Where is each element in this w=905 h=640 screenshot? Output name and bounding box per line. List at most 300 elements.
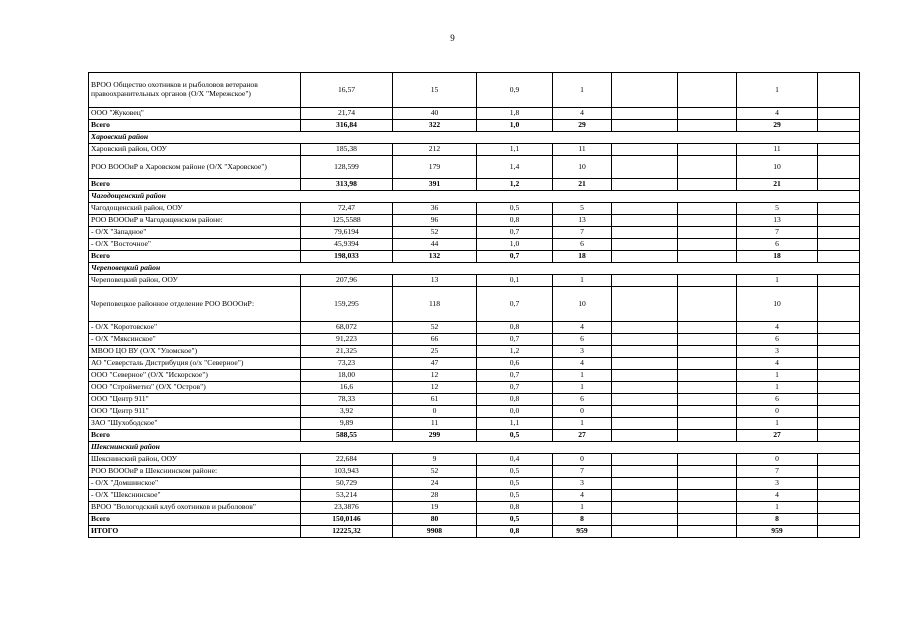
organization-name-cell: ООО "Центр 911"	[89, 394, 301, 406]
value-cell-col3: 0,7	[477, 382, 553, 394]
value-cell-col5	[612, 251, 678, 263]
value-cell-col3: 1,2	[477, 346, 553, 358]
value-cell-col2: 66	[393, 334, 477, 346]
value-cell-col5	[612, 179, 678, 191]
value-cell-col2: 11	[393, 418, 477, 430]
value-cell-col7: 10	[737, 287, 818, 322]
value-cell-col3: 1,0	[477, 239, 553, 251]
value-cell-col5	[612, 490, 678, 502]
value-cell-col6	[678, 215, 737, 227]
value-cell-col4: 1	[553, 502, 612, 514]
value-cell-col5	[612, 526, 678, 538]
value-cell-col4: 0	[553, 406, 612, 418]
value-cell-col8	[818, 478, 860, 490]
organization-name-cell: Всего	[89, 514, 301, 526]
section-title: Чагодощенский район	[89, 191, 860, 203]
organization-name-cell: ООО "Северное" (О/Х "Искорское")	[89, 370, 301, 382]
value-cell-col1: 72,47	[301, 203, 393, 215]
value-cell-col5	[612, 144, 678, 156]
value-cell-col7: 6	[737, 334, 818, 346]
value-cell-col7: 3	[737, 478, 818, 490]
value-cell-col1: 21,325	[301, 346, 393, 358]
value-cell-col7: 4	[737, 358, 818, 370]
table-row	[89, 156, 860, 179]
organization-name-cell: ООО "Стройметиз" (О/Х "Остров")	[89, 382, 301, 394]
organization-name-cell: - О/Х "Домшинское"	[89, 478, 301, 490]
table-row	[89, 466, 860, 478]
value-cell-col5	[612, 275, 678, 287]
value-cell-col2: 25	[393, 346, 477, 358]
value-cell-col2: 80	[393, 514, 477, 526]
value-cell-col1: 150,0146	[301, 514, 393, 526]
value-cell-col2: 0	[393, 406, 477, 418]
value-cell-col4: 1	[553, 73, 612, 108]
table-row	[89, 370, 860, 382]
value-cell-col8	[818, 370, 860, 382]
value-cell-col1: 198,033	[301, 251, 393, 263]
value-cell-col6	[678, 120, 737, 132]
value-cell-col6	[678, 203, 737, 215]
value-cell-col7: 959	[737, 526, 818, 538]
organization-name-cell: ВРОО "Вологодский клуб охотников и рыболовов"	[89, 502, 301, 514]
value-cell-col3: 0,1	[477, 275, 553, 287]
value-cell-col5	[612, 287, 678, 322]
table-row	[89, 358, 860, 370]
value-cell-col1: 91,223	[301, 334, 393, 346]
total-row	[89, 514, 860, 526]
value-cell-col6	[678, 287, 737, 322]
value-cell-col3: 0,5	[477, 514, 553, 526]
organization-name-cell: ВРОО Общество охотников и рыболовов ветеранов правоохранительных органов (О/Х "Мережское")	[89, 73, 301, 108]
value-cell-col6	[678, 179, 737, 191]
value-cell-col4: 4	[553, 322, 612, 334]
value-cell-col1: 185,38	[301, 144, 393, 156]
value-cell-col2: 12	[393, 382, 477, 394]
section-header-row	[89, 132, 860, 144]
value-cell-col3: 1,1	[477, 418, 553, 430]
table-row	[89, 418, 860, 430]
value-cell-col3: 0,8	[477, 215, 553, 227]
table-row	[89, 454, 860, 466]
value-cell-col3: 0,9	[477, 73, 553, 108]
value-cell-col1: 128,599	[301, 156, 393, 179]
value-cell-col4: 6	[553, 394, 612, 406]
value-cell-col6	[678, 322, 737, 334]
value-cell-col1: 103,943	[301, 466, 393, 478]
value-cell-col3: 0,8	[477, 526, 553, 538]
value-cell-col2: 132	[393, 251, 477, 263]
table-row	[89, 490, 860, 502]
value-cell-col5	[612, 370, 678, 382]
value-cell-col7: 1	[737, 502, 818, 514]
value-cell-col1: 207,96	[301, 275, 393, 287]
table-row	[89, 394, 860, 406]
value-cell-col8	[818, 144, 860, 156]
value-cell-col1: 159,295	[301, 287, 393, 322]
value-cell-col1: 125,5588	[301, 215, 393, 227]
table-row	[89, 108, 860, 120]
value-cell-col1: 22,684	[301, 454, 393, 466]
value-cell-col6	[678, 108, 737, 120]
value-cell-col8	[818, 526, 860, 538]
value-cell-col2: 179	[393, 156, 477, 179]
value-cell-col6	[678, 502, 737, 514]
table-row	[89, 215, 860, 227]
organization-name-cell: Всего	[89, 120, 301, 132]
value-cell-col1: 12225,32	[301, 526, 393, 538]
value-cell-col4: 5	[553, 203, 612, 215]
value-cell-col8	[818, 394, 860, 406]
value-cell-col5	[612, 502, 678, 514]
value-cell-col6	[678, 418, 737, 430]
organization-name-cell: - О/Х "Коротовское"	[89, 322, 301, 334]
value-cell-col8	[818, 108, 860, 120]
value-cell-col1: 313,98	[301, 179, 393, 191]
value-cell-col7: 27	[737, 430, 818, 442]
organization-name-cell: МВОО ЦО ВУ (О/Х "Уломское")	[89, 346, 301, 358]
value-cell-col7: 4	[737, 108, 818, 120]
table-row	[89, 478, 860, 490]
value-cell-col7: 8	[737, 514, 818, 526]
value-cell-col6	[678, 73, 737, 108]
value-cell-col5	[612, 334, 678, 346]
section-header-row	[89, 442, 860, 454]
value-cell-col5	[612, 514, 678, 526]
value-cell-col4: 1	[553, 275, 612, 287]
value-cell-col8	[818, 120, 860, 132]
value-cell-col2: 322	[393, 120, 477, 132]
organization-name-cell: ЗАО "Шухободское"	[89, 418, 301, 430]
value-cell-col6	[678, 239, 737, 251]
value-cell-col1: 9,89	[301, 418, 393, 430]
table-row	[89, 239, 860, 251]
value-cell-col1: 316,84	[301, 120, 393, 132]
organization-name-cell: Всего	[89, 251, 301, 263]
value-cell-col6	[678, 490, 737, 502]
value-cell-col6	[678, 346, 737, 358]
value-cell-col4: 10	[553, 287, 612, 322]
value-cell-col2: 44	[393, 239, 477, 251]
value-cell-col4: 18	[553, 251, 612, 263]
value-cell-col8	[818, 287, 860, 322]
value-cell-col4: 29	[553, 120, 612, 132]
organization-name-cell: Шекснинский район, ООУ	[89, 454, 301, 466]
organization-name-cell: - О/Х "Мяксинское"	[89, 334, 301, 346]
table-row	[89, 346, 860, 358]
value-cell-col4: 6	[553, 239, 612, 251]
value-cell-col8	[818, 514, 860, 526]
table-row	[89, 275, 860, 287]
value-cell-col7: 11	[737, 144, 818, 156]
value-cell-col6	[678, 334, 737, 346]
value-cell-col7: 1	[737, 382, 818, 394]
value-cell-col2: 28	[393, 490, 477, 502]
value-cell-col7: 1	[737, 73, 818, 108]
value-cell-col3: 0,5	[477, 490, 553, 502]
value-cell-col8	[818, 466, 860, 478]
value-cell-col4: 1	[553, 418, 612, 430]
value-cell-col4: 3	[553, 346, 612, 358]
value-cell-col6	[678, 275, 737, 287]
value-cell-col5	[612, 394, 678, 406]
table-row	[89, 322, 860, 334]
value-cell-col7: 3	[737, 346, 818, 358]
organization-name-cell: ООО "Центр 911"	[89, 406, 301, 418]
organization-name-cell: Харовский район, ООУ	[89, 144, 301, 156]
value-cell-col1: 16,6	[301, 382, 393, 394]
value-cell-col6	[678, 514, 737, 526]
value-cell-col5	[612, 430, 678, 442]
value-cell-col5	[612, 418, 678, 430]
value-cell-col5	[612, 203, 678, 215]
page-number: 9	[450, 33, 455, 43]
value-cell-col8	[818, 215, 860, 227]
value-cell-col1: 23,3876	[301, 502, 393, 514]
value-cell-col7: 18	[737, 251, 818, 263]
table-row	[89, 73, 860, 108]
section-header-row	[89, 191, 860, 203]
table-row	[89, 382, 860, 394]
value-cell-col7: 6	[737, 239, 818, 251]
value-cell-col6	[678, 430, 737, 442]
value-cell-col7: 7	[737, 227, 818, 239]
value-cell-col3: 0,8	[477, 394, 553, 406]
total-row	[89, 526, 860, 538]
organization-name-cell: Всего	[89, 179, 301, 191]
value-cell-col2: 212	[393, 144, 477, 156]
organization-name-cell: ООО "Жуковец"	[89, 108, 301, 120]
value-cell-col5	[612, 406, 678, 418]
value-cell-col4: 7	[553, 227, 612, 239]
value-cell-col4: 27	[553, 430, 612, 442]
value-cell-col8	[818, 418, 860, 430]
value-cell-col1: 68,072	[301, 322, 393, 334]
value-cell-col1: 3,92	[301, 406, 393, 418]
value-cell-col7: 0	[737, 406, 818, 418]
value-cell-col2: 52	[393, 322, 477, 334]
value-cell-col8	[818, 382, 860, 394]
value-cell-col7: 29	[737, 120, 818, 132]
value-cell-col5	[612, 120, 678, 132]
value-cell-col5	[612, 215, 678, 227]
table-row	[89, 406, 860, 418]
value-cell-col8	[818, 156, 860, 179]
value-cell-col7: 6	[737, 394, 818, 406]
section-title: Череповецкий район	[89, 263, 860, 275]
value-cell-col8	[818, 334, 860, 346]
organization-name-cell: АО "Северсталь Дистрибуция (о/х "Северное")	[89, 358, 301, 370]
value-cell-col2: 9	[393, 454, 477, 466]
value-cell-col3: 1,2	[477, 179, 553, 191]
value-cell-col1: 78,33	[301, 394, 393, 406]
section-title: Харовский район	[89, 132, 860, 144]
value-cell-col3: 0,4	[477, 454, 553, 466]
section-header-row	[89, 263, 860, 275]
value-cell-col7: 0	[737, 454, 818, 466]
value-cell-col3: 0,5	[477, 430, 553, 442]
value-cell-col3: 0,5	[477, 478, 553, 490]
value-cell-col8	[818, 490, 860, 502]
value-cell-col8	[818, 239, 860, 251]
value-cell-col8	[818, 251, 860, 263]
value-cell-col4: 10	[553, 156, 612, 179]
organization-name-cell: РОО ВОООиР в Чагодощенском районе:	[89, 215, 301, 227]
value-cell-col6	[678, 466, 737, 478]
data-table	[88, 72, 860, 538]
value-cell-col3: 0,8	[477, 322, 553, 334]
value-cell-col2: 15	[393, 73, 477, 108]
value-cell-col2: 299	[393, 430, 477, 442]
value-cell-col4: 1	[553, 370, 612, 382]
organization-name-cell: - О/Х "Восточное"	[89, 239, 301, 251]
total-row	[89, 179, 860, 191]
value-cell-col7: 13	[737, 215, 818, 227]
value-cell-col6	[678, 382, 737, 394]
value-cell-col1: 73,23	[301, 358, 393, 370]
value-cell-col7: 1	[737, 370, 818, 382]
value-cell-col4: 4	[553, 490, 612, 502]
value-cell-col1: 588,55	[301, 430, 393, 442]
value-cell-col2: 9908	[393, 526, 477, 538]
value-cell-col5	[612, 466, 678, 478]
value-cell-col6	[678, 478, 737, 490]
value-cell-col7: 4	[737, 322, 818, 334]
value-cell-col3: 0,7	[477, 370, 553, 382]
section-title: Шекснинский район	[89, 442, 860, 454]
value-cell-col4: 959	[553, 526, 612, 538]
value-cell-col3: 0,5	[477, 466, 553, 478]
value-cell-col3: 0,6	[477, 358, 553, 370]
value-cell-col3: 0,7	[477, 334, 553, 346]
value-cell-col6	[678, 406, 737, 418]
value-cell-col7: 1	[737, 418, 818, 430]
total-row	[89, 430, 860, 442]
value-cell-col2: 118	[393, 287, 477, 322]
value-cell-col8	[818, 346, 860, 358]
value-cell-col5	[612, 478, 678, 490]
value-cell-col1: 79,6194	[301, 227, 393, 239]
value-cell-col6	[678, 526, 737, 538]
total-row	[89, 120, 860, 132]
value-cell-col5	[612, 346, 678, 358]
value-cell-col5	[612, 382, 678, 394]
value-cell-col4: 11	[553, 144, 612, 156]
table-row	[89, 144, 860, 156]
value-cell-col3: 0,0	[477, 406, 553, 418]
value-cell-col2: 13	[393, 275, 477, 287]
value-cell-col3: 1,1	[477, 144, 553, 156]
organization-name-cell: ИТОГО	[89, 526, 301, 538]
value-cell-col4: 8	[553, 514, 612, 526]
value-cell-col8	[818, 406, 860, 418]
value-cell-col6	[678, 370, 737, 382]
organization-name-cell: РОО ВОООиР в Харовском районе (О/Х "Харовское")	[89, 156, 301, 179]
value-cell-col5	[612, 454, 678, 466]
value-cell-col3: 0,8	[477, 502, 553, 514]
value-cell-col2: 12	[393, 370, 477, 382]
value-cell-col7: 10	[737, 156, 818, 179]
value-cell-col1: 18,00	[301, 370, 393, 382]
value-cell-col8	[818, 203, 860, 215]
value-cell-col3: 0,5	[477, 203, 553, 215]
value-cell-col2: 24	[393, 478, 477, 490]
organization-name-cell: - О/Х "Западное"	[89, 227, 301, 239]
value-cell-col4: 21	[553, 179, 612, 191]
value-cell-col8	[818, 227, 860, 239]
value-cell-col1: 16,57	[301, 73, 393, 108]
value-cell-col8	[818, 502, 860, 514]
value-cell-col8	[818, 322, 860, 334]
value-cell-col7: 21	[737, 179, 818, 191]
value-cell-col8	[818, 73, 860, 108]
value-cell-col2: 52	[393, 227, 477, 239]
value-cell-col3: 1,4	[477, 156, 553, 179]
value-cell-col5	[612, 227, 678, 239]
value-cell-col2: 36	[393, 203, 477, 215]
value-cell-col1: 50,729	[301, 478, 393, 490]
value-cell-col4: 0	[553, 454, 612, 466]
value-cell-col5	[612, 156, 678, 179]
value-cell-col2: 40	[393, 108, 477, 120]
value-cell-col6	[678, 156, 737, 179]
total-row	[89, 251, 860, 263]
value-cell-col2: 61	[393, 394, 477, 406]
organization-name-cell: Всего	[89, 430, 301, 442]
value-cell-col6	[678, 358, 737, 370]
table-row	[89, 203, 860, 215]
organization-name-cell: РОО ВОООиР в Шекснинском районе:	[89, 466, 301, 478]
value-cell-col2: 52	[393, 466, 477, 478]
value-cell-col1: 21,74	[301, 108, 393, 120]
value-cell-col6	[678, 394, 737, 406]
value-cell-col8	[818, 275, 860, 287]
value-cell-col2: 19	[393, 502, 477, 514]
table-row	[89, 287, 860, 322]
table-row	[89, 227, 860, 239]
value-cell-col1: 45,9394	[301, 239, 393, 251]
table-row	[89, 502, 860, 514]
value-cell-col6	[678, 144, 737, 156]
value-cell-col5	[612, 322, 678, 334]
value-cell-col4: 6	[553, 334, 612, 346]
value-cell-col6	[678, 251, 737, 263]
value-cell-col8	[818, 430, 860, 442]
value-cell-col2: 47	[393, 358, 477, 370]
value-cell-col3: 1,8	[477, 108, 553, 120]
value-cell-col5	[612, 358, 678, 370]
value-cell-col8	[818, 179, 860, 191]
value-cell-col5	[612, 73, 678, 108]
value-cell-col3: 1,0	[477, 120, 553, 132]
value-cell-col8	[818, 454, 860, 466]
value-cell-col8	[818, 358, 860, 370]
organization-name-cell: - О/Х "Шекснинское"	[89, 490, 301, 502]
value-cell-col3: 0,7	[477, 287, 553, 322]
value-cell-col6	[678, 454, 737, 466]
value-cell-col2: 96	[393, 215, 477, 227]
value-cell-col4: 13	[553, 215, 612, 227]
value-cell-col1: 53,214	[301, 490, 393, 502]
value-cell-col4: 4	[553, 358, 612, 370]
value-cell-col7: 1	[737, 275, 818, 287]
value-cell-col4: 1	[553, 382, 612, 394]
value-cell-col6	[678, 227, 737, 239]
organization-name-cell: Череповецкий район, ООУ	[89, 275, 301, 287]
value-cell-col7: 5	[737, 203, 818, 215]
value-cell-col7: 7	[737, 466, 818, 478]
value-cell-col4: 3	[553, 478, 612, 490]
value-cell-col3: 0,7	[477, 251, 553, 263]
